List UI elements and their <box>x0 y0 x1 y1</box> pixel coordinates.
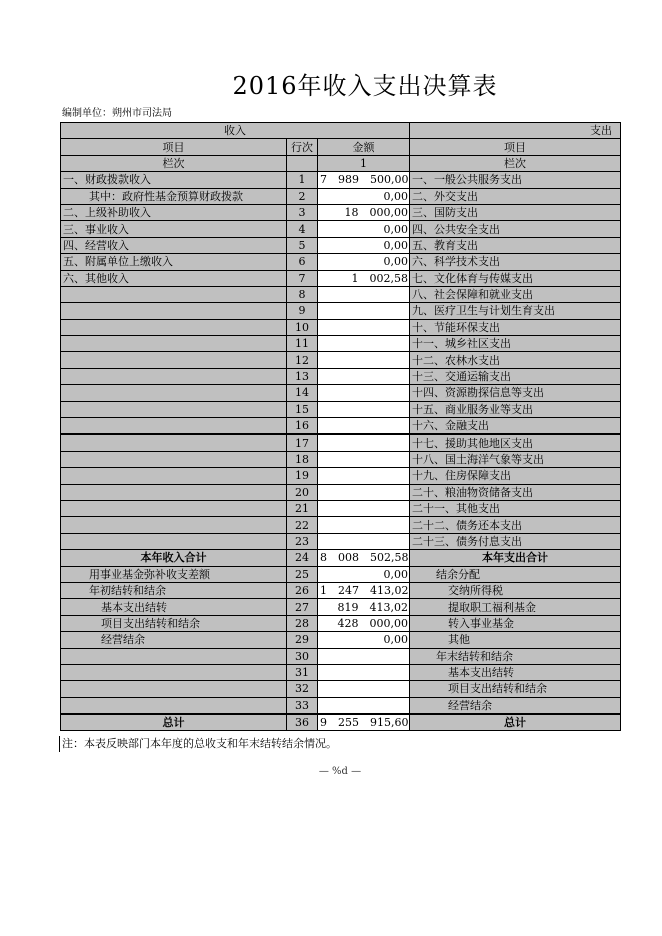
table-row <box>61 468 621 484</box>
row-number: 3 <box>287 204 318 220</box>
row-number: 5 <box>287 237 318 253</box>
income-item: 其中：政府性基金预算财政拨款 <box>61 188 287 204</box>
amount-cell <box>318 385 410 401</box>
amount-cell <box>318 352 410 368</box>
expense-item: 十九、住房保障支出 <box>410 468 621 484</box>
row-number: 18 <box>287 451 318 467</box>
row-number: 16 <box>287 418 318 435</box>
expense-item: 转入事业基金 <box>410 615 621 631</box>
note-border <box>59 736 60 752</box>
amount-cell <box>318 319 410 335</box>
row-number: 21 <box>287 500 318 516</box>
income-item: 基本支出结转 <box>61 599 287 615</box>
amount-cell <box>318 368 410 384</box>
page-number: — %d — <box>318 766 362 777</box>
table-row <box>61 615 621 631</box>
table-row <box>61 517 621 533</box>
income-item <box>61 533 287 549</box>
table-row <box>61 599 621 615</box>
income-subtotal-label: 本年收入合计 <box>61 550 287 566</box>
row-number: 6 <box>287 254 318 270</box>
column-label: 栏次 <box>61 155 287 171</box>
expense-item: 十七、援助其他地区支出 <box>410 434 621 451</box>
amount-cell: 0,00 <box>318 254 410 270</box>
amount-cell <box>318 648 410 664</box>
income-item <box>61 352 287 368</box>
income-total-label: 总计 <box>61 714 287 731</box>
row-number: 20 <box>287 484 318 500</box>
column-label-row <box>61 155 621 171</box>
expense-total-label: 总计 <box>410 714 621 731</box>
amount-cell <box>318 517 410 533</box>
amount-cell: 0,00 <box>318 237 410 253</box>
table-row <box>61 582 621 598</box>
table-row <box>61 319 621 335</box>
expense-item: 三、国防支出 <box>410 204 621 220</box>
amount-cell: 18 000,00 <box>318 204 410 220</box>
table-row <box>61 533 621 549</box>
expense-item: 四、公共安全支出 <box>410 221 621 237</box>
income-item <box>61 664 287 680</box>
amount-cell: 7 989 500,00 <box>318 172 410 188</box>
row-number-header: 行次 <box>287 139 318 155</box>
expense-item: 十八、国土海洋气象等支出 <box>410 451 621 467</box>
row-number: 22 <box>287 517 318 533</box>
amount-cell: 8 008 502,58 <box>318 550 410 566</box>
income-expense-table <box>60 122 621 731</box>
expense-item: 八、社会保障和就业支出 <box>410 286 621 302</box>
table-row <box>61 303 621 319</box>
expense-header: 支出 <box>410 123 621 139</box>
table-row <box>61 484 621 500</box>
table-row <box>61 401 621 417</box>
expense-item: 交纳所得税 <box>410 582 621 598</box>
column-header-row <box>61 139 621 155</box>
expense-item: 二十三、债务付息支出 <box>410 533 621 549</box>
amount-cell <box>318 401 410 417</box>
amount-cell: 9 255 915,60 <box>318 714 410 731</box>
expense-item: 经营结余 <box>410 697 621 714</box>
amount-cell <box>318 418 410 435</box>
income-header: 收入 <box>61 123 410 139</box>
amount-cell <box>318 303 410 319</box>
expense-item: 十六、金融支出 <box>410 418 621 435</box>
row-number: 19 <box>287 468 318 484</box>
expense-item: 结余分配 <box>410 566 621 582</box>
table-row <box>61 368 621 384</box>
table-row <box>61 632 621 648</box>
table-row <box>61 352 621 368</box>
amount-cell <box>318 664 410 680</box>
row-number: 15 <box>287 401 318 417</box>
table-row <box>61 221 621 237</box>
amount-cell <box>318 451 410 467</box>
expense-item: 十、节能环保支出 <box>410 319 621 335</box>
row-number: 23 <box>287 533 318 549</box>
expense-item: 年末结转和结余 <box>410 648 621 664</box>
row-number: 28 <box>287 615 318 631</box>
income-item <box>61 401 287 417</box>
amount-cell: 1 247 413,02 <box>318 582 410 598</box>
row-number: 10 <box>287 319 318 335</box>
table-row <box>61 385 621 401</box>
income-item <box>61 418 287 435</box>
income-item: 五、附属单位上缴收入 <box>61 254 287 270</box>
expense-item: 五、教育支出 <box>410 237 621 253</box>
amount-cell: 0,00 <box>318 221 410 237</box>
income-item: 用事业基金弥补收支差额 <box>61 566 287 582</box>
table-row <box>61 697 621 714</box>
expense-item: 七、文化体育与传媒支出 <box>410 270 621 286</box>
income-item: 经营结余 <box>61 632 287 648</box>
row-number: 31 <box>287 664 318 680</box>
item-header: 项目 <box>61 139 287 155</box>
table-row <box>61 714 621 731</box>
income-item <box>61 319 287 335</box>
row-number: 14 <box>287 385 318 401</box>
table-row <box>61 664 621 680</box>
row-number: 8 <box>287 286 318 302</box>
income-item <box>61 681 287 697</box>
row-number: 32 <box>287 681 318 697</box>
column-number: 1 <box>318 155 410 171</box>
income-item: 三、事业收入 <box>61 221 287 237</box>
expense-item: 十三、交通运输支出 <box>410 368 621 384</box>
expense-item: 十五、商业服务业等支出 <box>410 401 621 417</box>
table-row <box>61 270 621 286</box>
amount-cell <box>318 286 410 302</box>
income-item <box>61 385 287 401</box>
income-item: 六、其他收入 <box>61 270 287 286</box>
table-row <box>61 286 621 302</box>
table-row <box>61 681 621 697</box>
row-number: 25 <box>287 566 318 582</box>
table-note: 注：本表反映部门本年度的总收支和年末结转结余情况。 <box>62 737 337 750</box>
row-number: 27 <box>287 599 318 615</box>
amount-cell <box>318 468 410 484</box>
table-row <box>61 254 621 270</box>
row-number: 26 <box>287 582 318 598</box>
row-number: 29 <box>287 632 318 648</box>
row-number: 30 <box>287 648 318 664</box>
row-number: 9 <box>287 303 318 319</box>
income-item <box>61 500 287 516</box>
expense-item: 九、医疗卫生与计划生育支出 <box>410 303 621 319</box>
amount-cell <box>318 484 410 500</box>
row-number: 12 <box>287 352 318 368</box>
column-label-rowno <box>287 155 318 171</box>
row-number: 17 <box>287 434 318 451</box>
expense-item: 十一、城乡社区支出 <box>410 336 621 352</box>
amount-cell: 428 000,00 <box>318 615 410 631</box>
amount-cell <box>318 681 410 697</box>
table-row <box>61 566 621 582</box>
income-item: 四、经营收入 <box>61 237 287 253</box>
column-label-right: 栏次 <box>410 155 621 171</box>
expense-item: 项目支出结转和结余 <box>410 681 621 697</box>
expense-item: 提取职工福利基金 <box>410 599 621 615</box>
expense-item: 基本支出结转 <box>410 664 621 680</box>
table-row <box>61 188 621 204</box>
income-item <box>61 286 287 302</box>
amount-cell: 0,00 <box>318 188 410 204</box>
row-number: 4 <box>287 221 318 237</box>
income-item: 项目支出结转和结余 <box>61 615 287 631</box>
expense-item: 二十二、债务还本支出 <box>410 517 621 533</box>
table-row <box>61 451 621 467</box>
income-item <box>61 336 287 352</box>
row-number: 11 <box>287 336 318 352</box>
income-item <box>61 303 287 319</box>
income-item: 一、财政拨款收入 <box>61 172 287 188</box>
table-row <box>61 500 621 516</box>
table-row <box>61 172 621 188</box>
row-number: 7 <box>287 270 318 286</box>
row-number: 33 <box>287 697 318 714</box>
page-title: 2016年收入支出决算表 <box>232 72 498 100</box>
amount-cell <box>318 697 410 714</box>
amount-cell: 0,00 <box>318 632 410 648</box>
row-number: 13 <box>287 368 318 384</box>
row-number: 36 <box>287 714 318 731</box>
table-row <box>61 550 621 566</box>
expense-item: 二十一、其他支出 <box>410 500 621 516</box>
income-item <box>61 697 287 714</box>
expense-item: 二十、粮油物资储备支出 <box>410 484 621 500</box>
income-item <box>61 484 287 500</box>
amount-cell: 0,00 <box>318 566 410 582</box>
income-item <box>61 648 287 664</box>
table-row <box>61 336 621 352</box>
amount-cell <box>318 533 410 549</box>
table-row <box>61 434 621 451</box>
amount-cell <box>318 336 410 352</box>
expense-item: 十四、资源勘探信息等支出 <box>410 385 621 401</box>
table-row <box>61 204 621 220</box>
amount-cell: 819 413,02 <box>318 599 410 615</box>
compiling-unit: 编制单位：朔州市司法局 <box>62 108 172 119</box>
income-item <box>61 468 287 484</box>
item-header-right: 项目 <box>410 139 621 155</box>
table-row <box>61 418 621 435</box>
amount-cell: 1 002,58 <box>318 270 410 286</box>
table-row <box>61 648 621 664</box>
income-item <box>61 517 287 533</box>
row-number: 1 <box>287 172 318 188</box>
income-item: 二、上级补助收入 <box>61 204 287 220</box>
table-header-row <box>61 123 621 139</box>
amount-cell <box>318 500 410 516</box>
expense-item: 六、科学技术支出 <box>410 254 621 270</box>
income-item <box>61 451 287 467</box>
row-number: 24 <box>287 550 318 566</box>
amount-header: 金额 <box>318 139 410 155</box>
expense-item: 其他 <box>410 632 621 648</box>
expense-item: 二、外交支出 <box>410 188 621 204</box>
amount-cell <box>318 434 410 451</box>
income-item <box>61 368 287 384</box>
expense-item: 十二、农林水支出 <box>410 352 621 368</box>
expense-subtotal-label: 本年支出合计 <box>410 550 621 566</box>
table-row <box>61 237 621 253</box>
budget-table-viewport <box>60 122 612 736</box>
income-item <box>61 434 287 451</box>
expense-item: 一、一般公共服务支出 <box>410 172 621 188</box>
income-item: 年初结转和结余 <box>61 582 287 598</box>
row-number: 2 <box>287 188 318 204</box>
